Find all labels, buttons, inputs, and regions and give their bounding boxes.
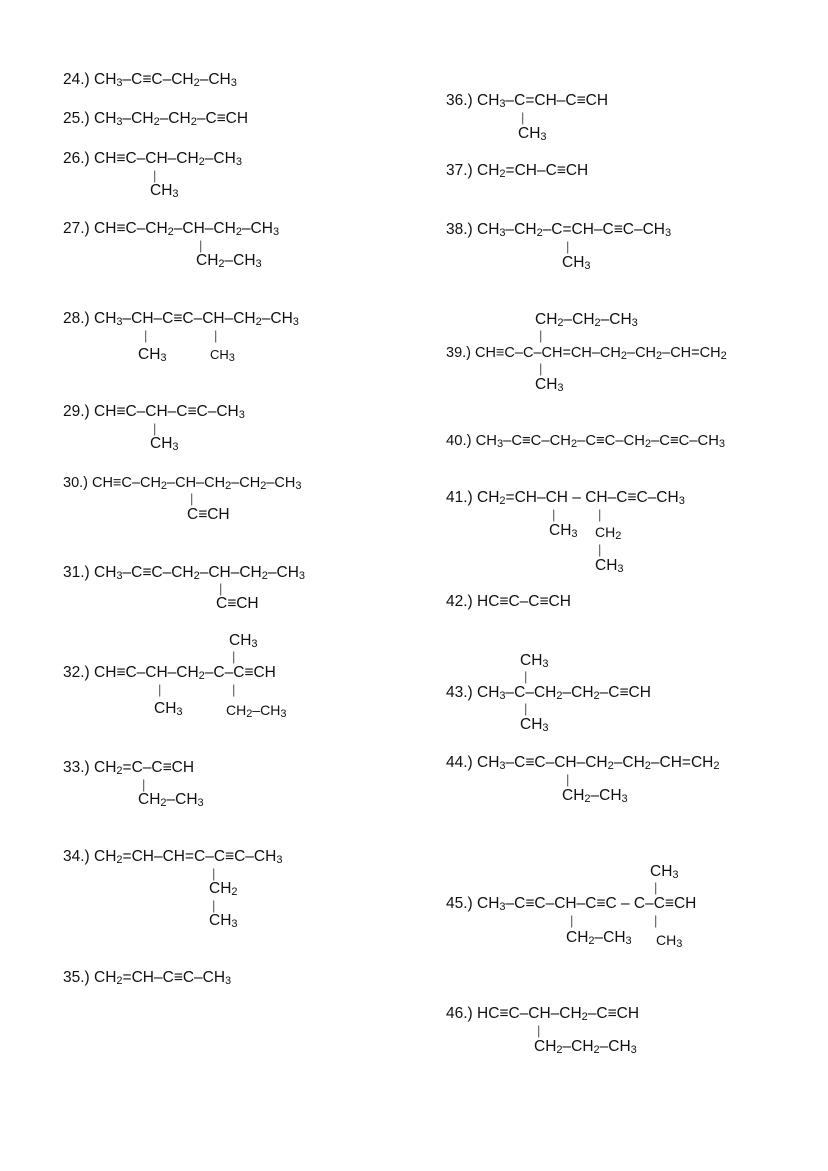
exercise-34-substituent-a: $CH_2$	[209, 880, 238, 898]
exercise-26-formula: 26.) $CH\equiv C-CH-CH_2-CH_3$	[63, 150, 242, 168]
exercise-41-substituent-a: $CH_3$	[549, 522, 578, 540]
exercise-31-substituent: C≡CH	[216, 595, 259, 612]
exercise-28-bond-b: |	[214, 328, 218, 343]
exercise-29-formula: 29.) $CH\equiv C-CH-C\equiv C-CH_3$	[63, 403, 245, 421]
exercise-39-formula: 39.) $CH\equiv C-C-CH=CH-CH_2-CH_2-CH=CH_2$	[446, 345, 727, 362]
exercise-24-formula: 24.) $CH_3-C\equiv C-CH_2-CH_3$	[63, 71, 237, 89]
exercise-27-substituent: $CH_2-CH_3$	[196, 252, 262, 270]
exercise-30-substituent: C≡CH	[187, 506, 230, 523]
exercise-41-substituent-c: $CH_3$	[595, 557, 624, 575]
exercise-44-formula: 44.) $CH_3-C\equiv C-CH-CH_2-CH_2-CH=CH_2$	[446, 754, 720, 772]
exercise-28-formula: 28.) $CH_3-CH-C\equiv C-CH-CH_2-CH_3$	[63, 310, 299, 328]
exercise-45-formula: 45.) $CH_3-C\equiv C-CH-C\equiv C - C-C\equiv CH$	[446, 895, 697, 913]
exercise-32-substituent-b: $CH_2-CH_3$	[226, 702, 287, 720]
exercise-32-formula: 32.) $CH\equiv C-CH-CH_2-C-C\equiv CH$	[63, 664, 276, 682]
exercise-30-formula: 30.) $CH\equiv C-CH_2-CH-CH_2-CH_2-CH_3$	[63, 475, 302, 492]
exercise-45-top-bond: |	[654, 880, 658, 895]
exercise-34-bond-b: |	[212, 898, 216, 913]
exercise-32-bond-a: |	[158, 682, 162, 697]
exercise-44-substituent: $CH_2-CH_3$	[562, 787, 628, 805]
exercise-39-top-substituent: $CH_2-CH_2-CH_3$	[535, 311, 638, 329]
exercise-27-bond: |	[199, 238, 203, 253]
exercise-29-substituent: $CH_3$	[150, 435, 179, 453]
exercise-39-bottom-bond: |	[539, 361, 543, 376]
exercise-32-bond-b: |	[232, 682, 236, 697]
exercise-31-bond: |	[219, 581, 223, 596]
exercise-38-bond: |	[566, 239, 570, 254]
exercise-36-formula: 36.) $CH_3-C=CH-C\equiv CH$	[446, 92, 609, 110]
exercise-46-substituent: $CH_2-CH_2-CH_3$	[534, 1038, 637, 1056]
exercise-43-formula: 43.) $CH_3-C-CH_2-CH_2-C\equiv CH$	[446, 684, 651, 702]
exercise-34-bond-a: |	[212, 866, 216, 881]
exercise-43-top-substituent: $CH_3$	[520, 652, 549, 670]
exercise-29-bond: |	[153, 421, 157, 436]
exercise-32-top-substituent: $CH_3$	[229, 632, 258, 650]
exercise-44-bond: |	[566, 772, 570, 787]
exercise-41-substituent-b: $CH_2$	[595, 524, 622, 542]
exercise-41-bond-c: |	[598, 542, 602, 557]
exercise-35-formula: 35.) $CH_2=CH-C\equiv C-CH_3$	[63, 969, 232, 987]
exercise-38-substituent: $CH_3$	[562, 254, 591, 272]
exercise-27-formula: 27.) $CH\equiv C-CH_2-CH-CH_2-CH_3$	[63, 220, 280, 238]
exercise-26-substituent: $CH_3$	[150, 182, 179, 200]
exercise-45-top-substituent: $CH_3$	[650, 863, 679, 881]
exercise-32-substituent-a: $CH_3$	[154, 700, 183, 718]
exercise-36-substituent: $CH_3$	[518, 125, 547, 143]
exercise-36-bond: |	[521, 110, 525, 125]
exercise-45-substituent-b: $CH_3$	[656, 932, 683, 950]
exercise-28-bond-a: |	[144, 328, 148, 343]
exercise-32-top-bond: |	[232, 649, 236, 664]
exercise-39-top-bond: |	[539, 328, 543, 343]
exercise-43-top-bond: |	[524, 669, 528, 684]
exercise-46-bond: |	[537, 1023, 541, 1038]
exercise-45-substituent-a: $CH_2-CH_3$	[566, 929, 632, 947]
exercise-34-formula: 34.) $CH_2=CH-CH=C-C\equiv C-CH_3$	[63, 848, 283, 866]
exercise-25-formula: 25.) $CH_3-CH_2-CH_2-C\equiv CH$	[63, 110, 249, 128]
exercise-41-bond-b: |	[598, 507, 602, 522]
exercise-38-formula: 38.) $CH_3-CH_2-C=CH-C\equiv C-CH_3$	[446, 221, 672, 239]
exercise-40-formula: 40.) $CH_3-C\equiv C-CH_2-C\equiv C-CH_2-C\equiv C-CH_3$	[446, 433, 726, 450]
exercise-30-bond: |	[190, 491, 194, 506]
exercise-26-bond: |	[153, 168, 157, 183]
exercise-34-substituent-b: $CH_3$	[209, 912, 238, 930]
exercise-43-bottom-bond: |	[524, 701, 528, 716]
exercise-41-formula: 41.) $CH_2=CH-CH - CH-C\equiv C-CH_3$	[446, 489, 685, 507]
exercise-28-substituent-a: $CH_3$	[138, 346, 167, 364]
exercise-28-substituent-b: $CH_3$	[210, 347, 235, 364]
exercise-37-formula: 37.) $CH_2=CH-C\equiv CH$	[446, 162, 589, 180]
exercise-46-formula: 46.) $HC\equiv C-CH-CH_2-C\equiv CH$	[446, 1005, 640, 1023]
exercise-43-bottom-substituent: $CH_3$	[520, 716, 549, 734]
exercise-33-substituent: $CH_2-CH_3$	[138, 791, 204, 809]
exercise-42-formula: 42.) HC≡C–C≡CH	[446, 593, 571, 610]
exercise-45-bond-a: |	[570, 913, 574, 928]
exercise-45-bond-b: |	[654, 913, 658, 928]
exercise-31-formula: 31.) $CH_3-C\equiv C-CH_2-CH-CH_2-CH_3$	[63, 564, 306, 582]
exercise-39-bottom-substituent: $CH_3$	[535, 376, 564, 394]
exercise-33-formula: 33.) $CH_2=C-C\equiv CH$	[63, 759, 195, 777]
exercise-33-bond: |	[142, 777, 146, 792]
exercise-41-bond-a: |	[552, 507, 556, 522]
